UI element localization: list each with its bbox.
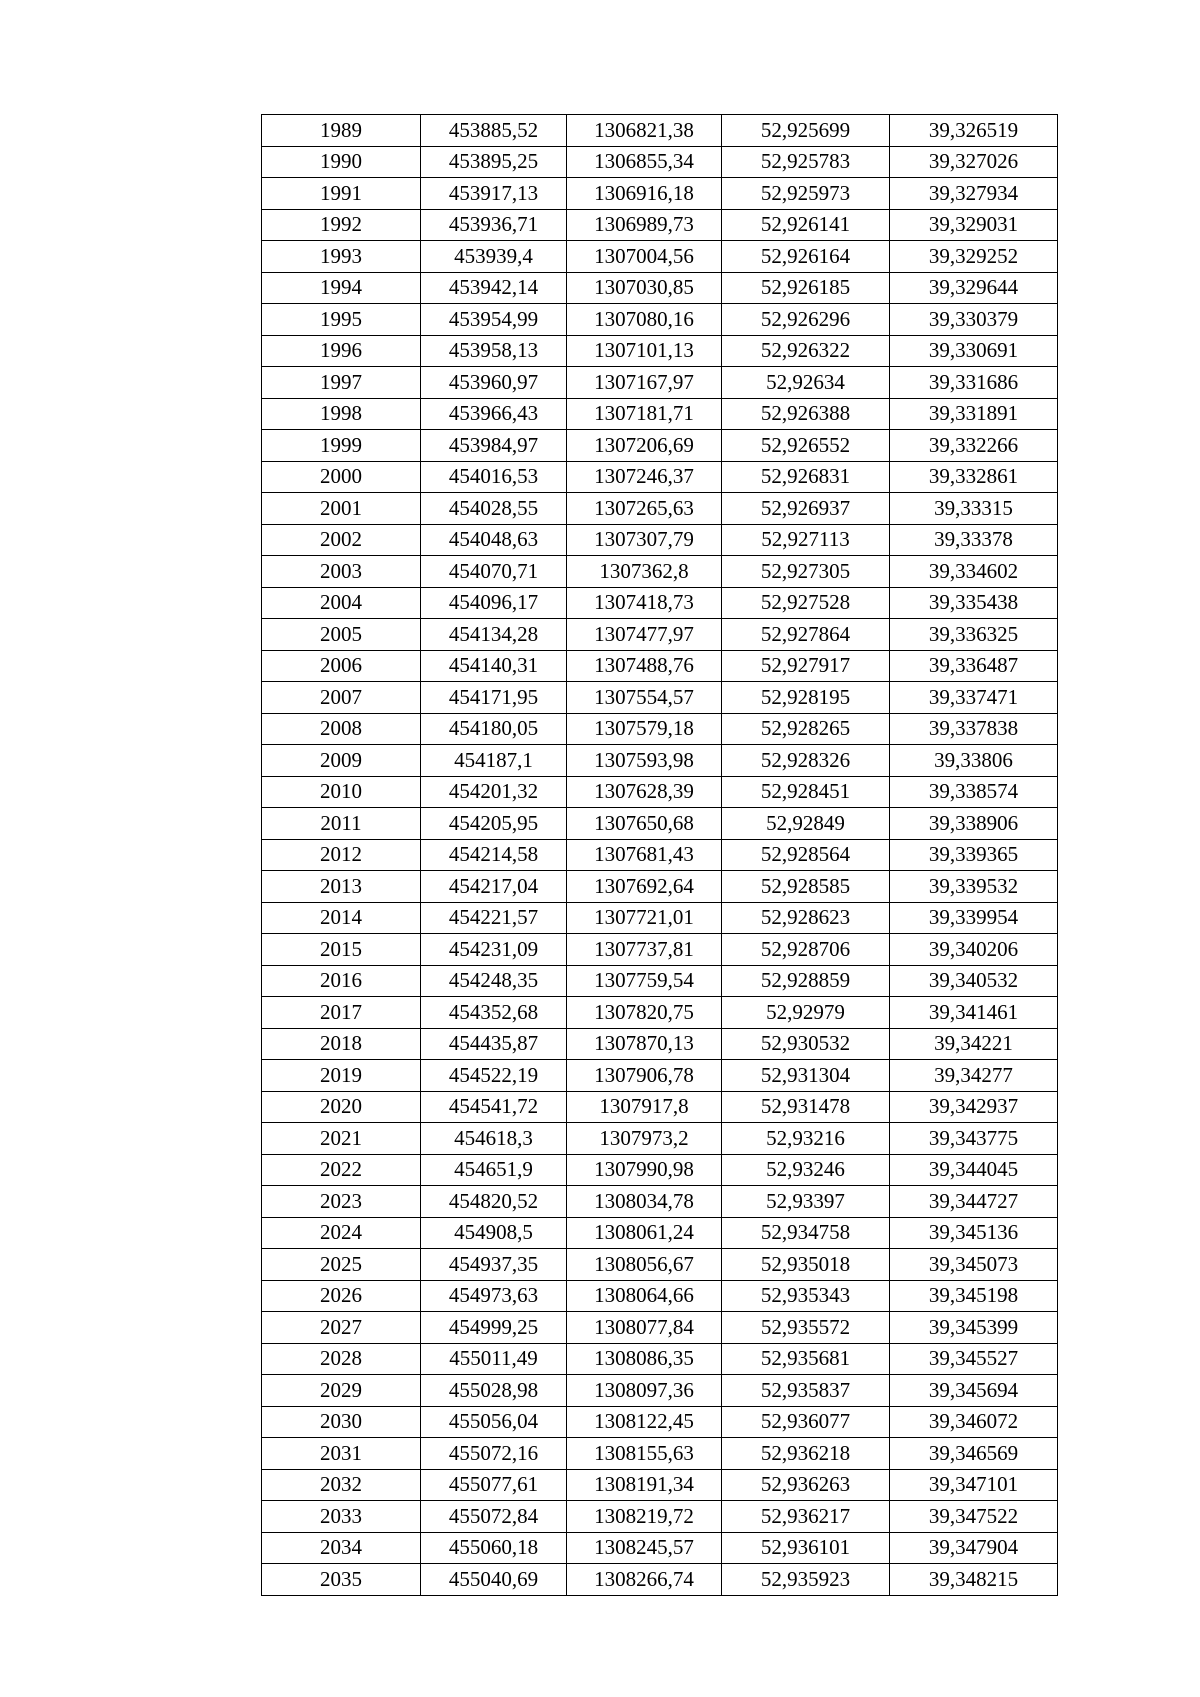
- table-row: [262, 304, 1058, 336]
- x-coordinate-cell: 455040,69: [421, 1564, 567, 1596]
- latitude-cell: 52,928326: [722, 745, 890, 777]
- y-coordinate-cell: 1307650,68: [567, 808, 722, 840]
- y-coordinate-cell: 1306821,38: [567, 115, 722, 147]
- x-coordinate-cell: 455072,84: [421, 1501, 567, 1533]
- table-row: [262, 1280, 1058, 1312]
- latitude-cell: 52,934758: [722, 1217, 890, 1249]
- y-coordinate-cell: 1307307,79: [567, 524, 722, 556]
- y-coordinate-cell: 1308077,84: [567, 1312, 722, 1344]
- latitude-cell: 52,93216: [722, 1123, 890, 1155]
- table-row: [262, 1406, 1058, 1438]
- table-row: [262, 713, 1058, 745]
- point-number-cell: 2032: [262, 1469, 421, 1501]
- longitude-cell: 39,340206: [890, 934, 1058, 966]
- x-coordinate-cell: 454016,53: [421, 461, 567, 493]
- longitude-cell: 39,332266: [890, 430, 1058, 462]
- x-coordinate-cell: 453939,4: [421, 241, 567, 273]
- latitude-cell: 52,926296: [722, 304, 890, 336]
- point-number-cell: 2021: [262, 1123, 421, 1155]
- y-coordinate-cell: 1307167,97: [567, 367, 722, 399]
- table-row: [262, 776, 1058, 808]
- y-coordinate-cell: 1307759,54: [567, 965, 722, 997]
- longitude-cell: 39,338574: [890, 776, 1058, 808]
- latitude-cell: 52,936077: [722, 1406, 890, 1438]
- latitude-cell: 52,928585: [722, 871, 890, 903]
- point-number-cell: 2024: [262, 1217, 421, 1249]
- x-coordinate-cell: 454352,68: [421, 997, 567, 1029]
- table-row: [262, 493, 1058, 525]
- point-number-cell: 2006: [262, 650, 421, 682]
- longitude-cell: 39,33378: [890, 524, 1058, 556]
- longitude-cell: 39,345527: [890, 1343, 1058, 1375]
- table-row: [262, 178, 1058, 210]
- y-coordinate-cell: 1307721,01: [567, 902, 722, 934]
- point-number-cell: 2004: [262, 587, 421, 619]
- y-coordinate-cell: 1307737,81: [567, 934, 722, 966]
- x-coordinate-cell: 454908,5: [421, 1217, 567, 1249]
- table-row: [262, 1438, 1058, 1470]
- longitude-cell: 39,33806: [890, 745, 1058, 777]
- table-row: [262, 398, 1058, 430]
- longitude-cell: 39,346072: [890, 1406, 1058, 1438]
- y-coordinate-cell: 1307488,76: [567, 650, 722, 682]
- point-number-cell: 2008: [262, 713, 421, 745]
- table-row: [262, 1028, 1058, 1060]
- x-coordinate-cell: 454937,35: [421, 1249, 567, 1281]
- table-row: [262, 367, 1058, 399]
- x-coordinate-cell: 454618,3: [421, 1123, 567, 1155]
- latitude-cell: 52,926552: [722, 430, 890, 462]
- point-number-cell: 2029: [262, 1375, 421, 1407]
- latitude-cell: 52,926322: [722, 335, 890, 367]
- table-row: [262, 1343, 1058, 1375]
- x-coordinate-cell: 453917,13: [421, 178, 567, 210]
- y-coordinate-cell: 1307477,97: [567, 619, 722, 651]
- y-coordinate-cell: 1308191,34: [567, 1469, 722, 1501]
- table-row: [262, 1469, 1058, 1501]
- y-coordinate-cell: 1307265,63: [567, 493, 722, 525]
- y-coordinate-cell: 1307906,78: [567, 1060, 722, 1092]
- x-coordinate-cell: 454231,09: [421, 934, 567, 966]
- x-coordinate-cell: 453942,14: [421, 272, 567, 304]
- y-coordinate-cell: 1307917,8: [567, 1091, 722, 1123]
- y-coordinate-cell: 1307990,98: [567, 1154, 722, 1186]
- point-number-cell: 1990: [262, 146, 421, 178]
- point-number-cell: 1991: [262, 178, 421, 210]
- coordinates-table: [261, 114, 1058, 1596]
- longitude-cell: 39,343775: [890, 1123, 1058, 1155]
- longitude-cell: 39,334602: [890, 556, 1058, 588]
- x-coordinate-cell: 455060,18: [421, 1532, 567, 1564]
- x-coordinate-cell: 453954,99: [421, 304, 567, 336]
- latitude-cell: 52,926831: [722, 461, 890, 493]
- x-coordinate-cell: 453966,43: [421, 398, 567, 430]
- table-row: [262, 587, 1058, 619]
- y-coordinate-cell: 1306989,73: [567, 209, 722, 241]
- x-coordinate-cell: 454541,72: [421, 1091, 567, 1123]
- point-number-cell: 1995: [262, 304, 421, 336]
- table-row: [262, 241, 1058, 273]
- y-coordinate-cell: 1307246,37: [567, 461, 722, 493]
- longitude-cell: 39,341461: [890, 997, 1058, 1029]
- y-coordinate-cell: 1307692,64: [567, 871, 722, 903]
- y-coordinate-cell: 1308122,45: [567, 1406, 722, 1438]
- y-coordinate-cell: 1308266,74: [567, 1564, 722, 1596]
- longitude-cell: 39,326519: [890, 115, 1058, 147]
- x-coordinate-cell: 454205,95: [421, 808, 567, 840]
- point-number-cell: 2018: [262, 1028, 421, 1060]
- point-number-cell: 2031: [262, 1438, 421, 1470]
- longitude-cell: 39,330379: [890, 304, 1058, 336]
- table-row: [262, 619, 1058, 651]
- table-row: [262, 1532, 1058, 1564]
- longitude-cell: 39,331891: [890, 398, 1058, 430]
- longitude-cell: 39,327026: [890, 146, 1058, 178]
- table-row: [262, 682, 1058, 714]
- latitude-cell: 52,936218: [722, 1438, 890, 1470]
- longitude-cell: 39,345073: [890, 1249, 1058, 1281]
- y-coordinate-cell: 1307004,56: [567, 241, 722, 273]
- y-coordinate-cell: 1308061,24: [567, 1217, 722, 1249]
- latitude-cell: 52,927528: [722, 587, 890, 619]
- table-row: [262, 272, 1058, 304]
- table-row: [262, 461, 1058, 493]
- x-coordinate-cell: 454435,87: [421, 1028, 567, 1060]
- y-coordinate-cell: 1308097,36: [567, 1375, 722, 1407]
- y-coordinate-cell: 1307870,13: [567, 1028, 722, 1060]
- x-coordinate-cell: 453960,97: [421, 367, 567, 399]
- latitude-cell: 52,935572: [722, 1312, 890, 1344]
- x-coordinate-cell: 454048,63: [421, 524, 567, 556]
- table-row: [262, 1154, 1058, 1186]
- y-coordinate-cell: 1307080,16: [567, 304, 722, 336]
- longitude-cell: 39,329252: [890, 241, 1058, 273]
- point-number-cell: 2010: [262, 776, 421, 808]
- longitude-cell: 39,348215: [890, 1564, 1058, 1596]
- y-coordinate-cell: 1307628,39: [567, 776, 722, 808]
- table-row: [262, 335, 1058, 367]
- x-coordinate-cell: 455072,16: [421, 1438, 567, 1470]
- latitude-cell: 52,93246: [722, 1154, 890, 1186]
- latitude-cell: 52,936217: [722, 1501, 890, 1533]
- x-coordinate-cell: 455028,98: [421, 1375, 567, 1407]
- longitude-cell: 39,338906: [890, 808, 1058, 840]
- latitude-cell: 52,927113: [722, 524, 890, 556]
- longitude-cell: 39,346569: [890, 1438, 1058, 1470]
- longitude-cell: 39,347101: [890, 1469, 1058, 1501]
- point-number-cell: 1999: [262, 430, 421, 462]
- y-coordinate-cell: 1306916,18: [567, 178, 722, 210]
- longitude-cell: 39,336325: [890, 619, 1058, 651]
- x-coordinate-cell: 454248,35: [421, 965, 567, 997]
- longitude-cell: 39,330691: [890, 335, 1058, 367]
- latitude-cell: 52,927305: [722, 556, 890, 588]
- longitude-cell: 39,339365: [890, 839, 1058, 871]
- latitude-cell: 52,92634: [722, 367, 890, 399]
- latitude-cell: 52,92849: [722, 808, 890, 840]
- x-coordinate-cell: 454217,04: [421, 871, 567, 903]
- y-coordinate-cell: 1308086,35: [567, 1343, 722, 1375]
- longitude-cell: 39,327934: [890, 178, 1058, 210]
- longitude-cell: 39,340532: [890, 965, 1058, 997]
- latitude-cell: 52,927864: [722, 619, 890, 651]
- point-number-cell: 2017: [262, 997, 421, 1029]
- table-row: [262, 146, 1058, 178]
- x-coordinate-cell: 454221,57: [421, 902, 567, 934]
- longitude-cell: 39,337838: [890, 713, 1058, 745]
- x-coordinate-cell: 454187,1: [421, 745, 567, 777]
- y-coordinate-cell: 1307181,71: [567, 398, 722, 430]
- longitude-cell: 39,344045: [890, 1154, 1058, 1186]
- longitude-cell: 39,344727: [890, 1186, 1058, 1218]
- table-row: [262, 871, 1058, 903]
- point-number-cell: 2023: [262, 1186, 421, 1218]
- point-number-cell: 2003: [262, 556, 421, 588]
- point-number-cell: 1994: [262, 272, 421, 304]
- table-row: [262, 1564, 1058, 1596]
- latitude-cell: 52,935681: [722, 1343, 890, 1375]
- table-row: [262, 1123, 1058, 1155]
- y-coordinate-cell: 1307681,43: [567, 839, 722, 871]
- longitude-cell: 39,347904: [890, 1532, 1058, 1564]
- point-number-cell: 2014: [262, 902, 421, 934]
- longitude-cell: 39,329031: [890, 209, 1058, 241]
- x-coordinate-cell: 454973,63: [421, 1280, 567, 1312]
- point-number-cell: 2009: [262, 745, 421, 777]
- point-number-cell: 1989: [262, 115, 421, 147]
- point-number-cell: 2026: [262, 1280, 421, 1312]
- table-row: [262, 965, 1058, 997]
- latitude-cell: 52,930532: [722, 1028, 890, 1060]
- latitude-cell: 52,926141: [722, 209, 890, 241]
- table-row: [262, 1217, 1058, 1249]
- point-number-cell: 2035: [262, 1564, 421, 1596]
- y-coordinate-cell: 1307820,75: [567, 997, 722, 1029]
- longitude-cell: 39,331686: [890, 367, 1058, 399]
- latitude-cell: 52,925783: [722, 146, 890, 178]
- y-coordinate-cell: 1308056,67: [567, 1249, 722, 1281]
- x-coordinate-cell: 454201,32: [421, 776, 567, 808]
- point-number-cell: 2027: [262, 1312, 421, 1344]
- y-coordinate-cell: 1308219,72: [567, 1501, 722, 1533]
- point-number-cell: 2000: [262, 461, 421, 493]
- longitude-cell: 39,337471: [890, 682, 1058, 714]
- longitude-cell: 39,345198: [890, 1280, 1058, 1312]
- latitude-cell: 52,928859: [722, 965, 890, 997]
- y-coordinate-cell: 1307101,13: [567, 335, 722, 367]
- latitude-cell: 52,928195: [722, 682, 890, 714]
- longitude-cell: 39,329644: [890, 272, 1058, 304]
- x-coordinate-cell: 454522,19: [421, 1060, 567, 1092]
- x-coordinate-cell: 453984,97: [421, 430, 567, 462]
- x-coordinate-cell: 455056,04: [421, 1406, 567, 1438]
- table-row: [262, 556, 1058, 588]
- table-row: [262, 524, 1058, 556]
- table-row: [262, 1501, 1058, 1533]
- table-row: [262, 115, 1058, 147]
- point-number-cell: 2011: [262, 808, 421, 840]
- point-number-cell: 2012: [262, 839, 421, 871]
- point-number-cell: 1998: [262, 398, 421, 430]
- table-row: [262, 745, 1058, 777]
- latitude-cell: 52,936263: [722, 1469, 890, 1501]
- table-row: [262, 650, 1058, 682]
- longitude-cell: 39,345694: [890, 1375, 1058, 1407]
- point-number-cell: 2007: [262, 682, 421, 714]
- latitude-cell: 52,928623: [722, 902, 890, 934]
- point-number-cell: 2002: [262, 524, 421, 556]
- point-number-cell: 2034: [262, 1532, 421, 1564]
- point-number-cell: 1993: [262, 241, 421, 273]
- x-coordinate-cell: 454999,25: [421, 1312, 567, 1344]
- y-coordinate-cell: 1307206,69: [567, 430, 722, 462]
- table-row: [262, 209, 1058, 241]
- longitude-cell: 39,336487: [890, 650, 1058, 682]
- latitude-cell: 52,925699: [722, 115, 890, 147]
- table-row: [262, 997, 1058, 1029]
- x-coordinate-cell: 454096,17: [421, 587, 567, 619]
- latitude-cell: 52,931304: [722, 1060, 890, 1092]
- y-coordinate-cell: 1307418,73: [567, 587, 722, 619]
- point-number-cell: 1996: [262, 335, 421, 367]
- latitude-cell: 52,93397: [722, 1186, 890, 1218]
- latitude-cell: 52,935018: [722, 1249, 890, 1281]
- x-coordinate-cell: 453958,13: [421, 335, 567, 367]
- longitude-cell: 39,345399: [890, 1312, 1058, 1344]
- longitude-cell: 39,345136: [890, 1217, 1058, 1249]
- x-coordinate-cell: 454070,71: [421, 556, 567, 588]
- point-number-cell: 2019: [262, 1060, 421, 1092]
- y-coordinate-cell: 1307593,98: [567, 745, 722, 777]
- table-row: [262, 902, 1058, 934]
- longitude-cell: 39,339954: [890, 902, 1058, 934]
- point-number-cell: 2015: [262, 934, 421, 966]
- y-coordinate-cell: 1308034,78: [567, 1186, 722, 1218]
- longitude-cell: 39,339532: [890, 871, 1058, 903]
- point-number-cell: 2025: [262, 1249, 421, 1281]
- y-coordinate-cell: 1307362,8: [567, 556, 722, 588]
- y-coordinate-cell: 1308064,66: [567, 1280, 722, 1312]
- x-coordinate-cell: 454171,95: [421, 682, 567, 714]
- table-row: [262, 1091, 1058, 1123]
- point-number-cell: 2001: [262, 493, 421, 525]
- table-body: [262, 115, 1058, 1596]
- latitude-cell: 52,928451: [722, 776, 890, 808]
- table-row: [262, 1186, 1058, 1218]
- y-coordinate-cell: 1308245,57: [567, 1532, 722, 1564]
- latitude-cell: 52,928706: [722, 934, 890, 966]
- table-row: [262, 1375, 1058, 1407]
- x-coordinate-cell: 454820,52: [421, 1186, 567, 1218]
- longitude-cell: 39,335438: [890, 587, 1058, 619]
- longitude-cell: 39,332861: [890, 461, 1058, 493]
- table-row: [262, 1312, 1058, 1344]
- y-coordinate-cell: 1307030,85: [567, 272, 722, 304]
- latitude-cell: 52,935343: [722, 1280, 890, 1312]
- latitude-cell: 52,928265: [722, 713, 890, 745]
- y-coordinate-cell: 1306855,34: [567, 146, 722, 178]
- y-coordinate-cell: 1307554,57: [567, 682, 722, 714]
- point-number-cell: 2016: [262, 965, 421, 997]
- latitude-cell: 52,926185: [722, 272, 890, 304]
- x-coordinate-cell: 455077,61: [421, 1469, 567, 1501]
- latitude-cell: 52,926164: [722, 241, 890, 273]
- x-coordinate-cell: 455011,49: [421, 1343, 567, 1375]
- latitude-cell: 52,925973: [722, 178, 890, 210]
- latitude-cell: 52,935923: [722, 1564, 890, 1596]
- latitude-cell: 52,936101: [722, 1532, 890, 1564]
- x-coordinate-cell: 453895,25: [421, 146, 567, 178]
- latitude-cell: 52,935837: [722, 1375, 890, 1407]
- x-coordinate-cell: 454651,9: [421, 1154, 567, 1186]
- point-number-cell: 2028: [262, 1343, 421, 1375]
- x-coordinate-cell: 453885,52: [421, 115, 567, 147]
- point-number-cell: 2013: [262, 871, 421, 903]
- x-coordinate-cell: 454214,58: [421, 839, 567, 871]
- x-coordinate-cell: 454140,31: [421, 650, 567, 682]
- point-number-cell: 1992: [262, 209, 421, 241]
- latitude-cell: 52,926388: [722, 398, 890, 430]
- y-coordinate-cell: 1308155,63: [567, 1438, 722, 1470]
- longitude-cell: 39,342937: [890, 1091, 1058, 1123]
- table-row: [262, 934, 1058, 966]
- y-coordinate-cell: 1307579,18: [567, 713, 722, 745]
- point-number-cell: 2005: [262, 619, 421, 651]
- table-row: [262, 839, 1058, 871]
- y-coordinate-cell: 1307973,2: [567, 1123, 722, 1155]
- longitude-cell: 39,34221: [890, 1028, 1058, 1060]
- longitude-cell: 39,34277: [890, 1060, 1058, 1092]
- latitude-cell: 52,931478: [722, 1091, 890, 1123]
- table-row: [262, 1249, 1058, 1281]
- x-coordinate-cell: 454134,28: [421, 619, 567, 651]
- point-number-cell: 2033: [262, 1501, 421, 1533]
- x-coordinate-cell: 454028,55: [421, 493, 567, 525]
- point-number-cell: 2020: [262, 1091, 421, 1123]
- longitude-cell: 39,347522: [890, 1501, 1058, 1533]
- latitude-cell: 52,928564: [722, 839, 890, 871]
- x-coordinate-cell: 454180,05: [421, 713, 567, 745]
- table-row: [262, 1060, 1058, 1092]
- longitude-cell: 39,33315: [890, 493, 1058, 525]
- table-row: [262, 430, 1058, 462]
- latitude-cell: 52,927917: [722, 650, 890, 682]
- latitude-cell: 52,92979: [722, 997, 890, 1029]
- latitude-cell: 52,926937: [722, 493, 890, 525]
- point-number-cell: 2030: [262, 1406, 421, 1438]
- point-number-cell: 2022: [262, 1154, 421, 1186]
- point-number-cell: 1997: [262, 367, 421, 399]
- x-coordinate-cell: 453936,71: [421, 209, 567, 241]
- table-row: [262, 808, 1058, 840]
